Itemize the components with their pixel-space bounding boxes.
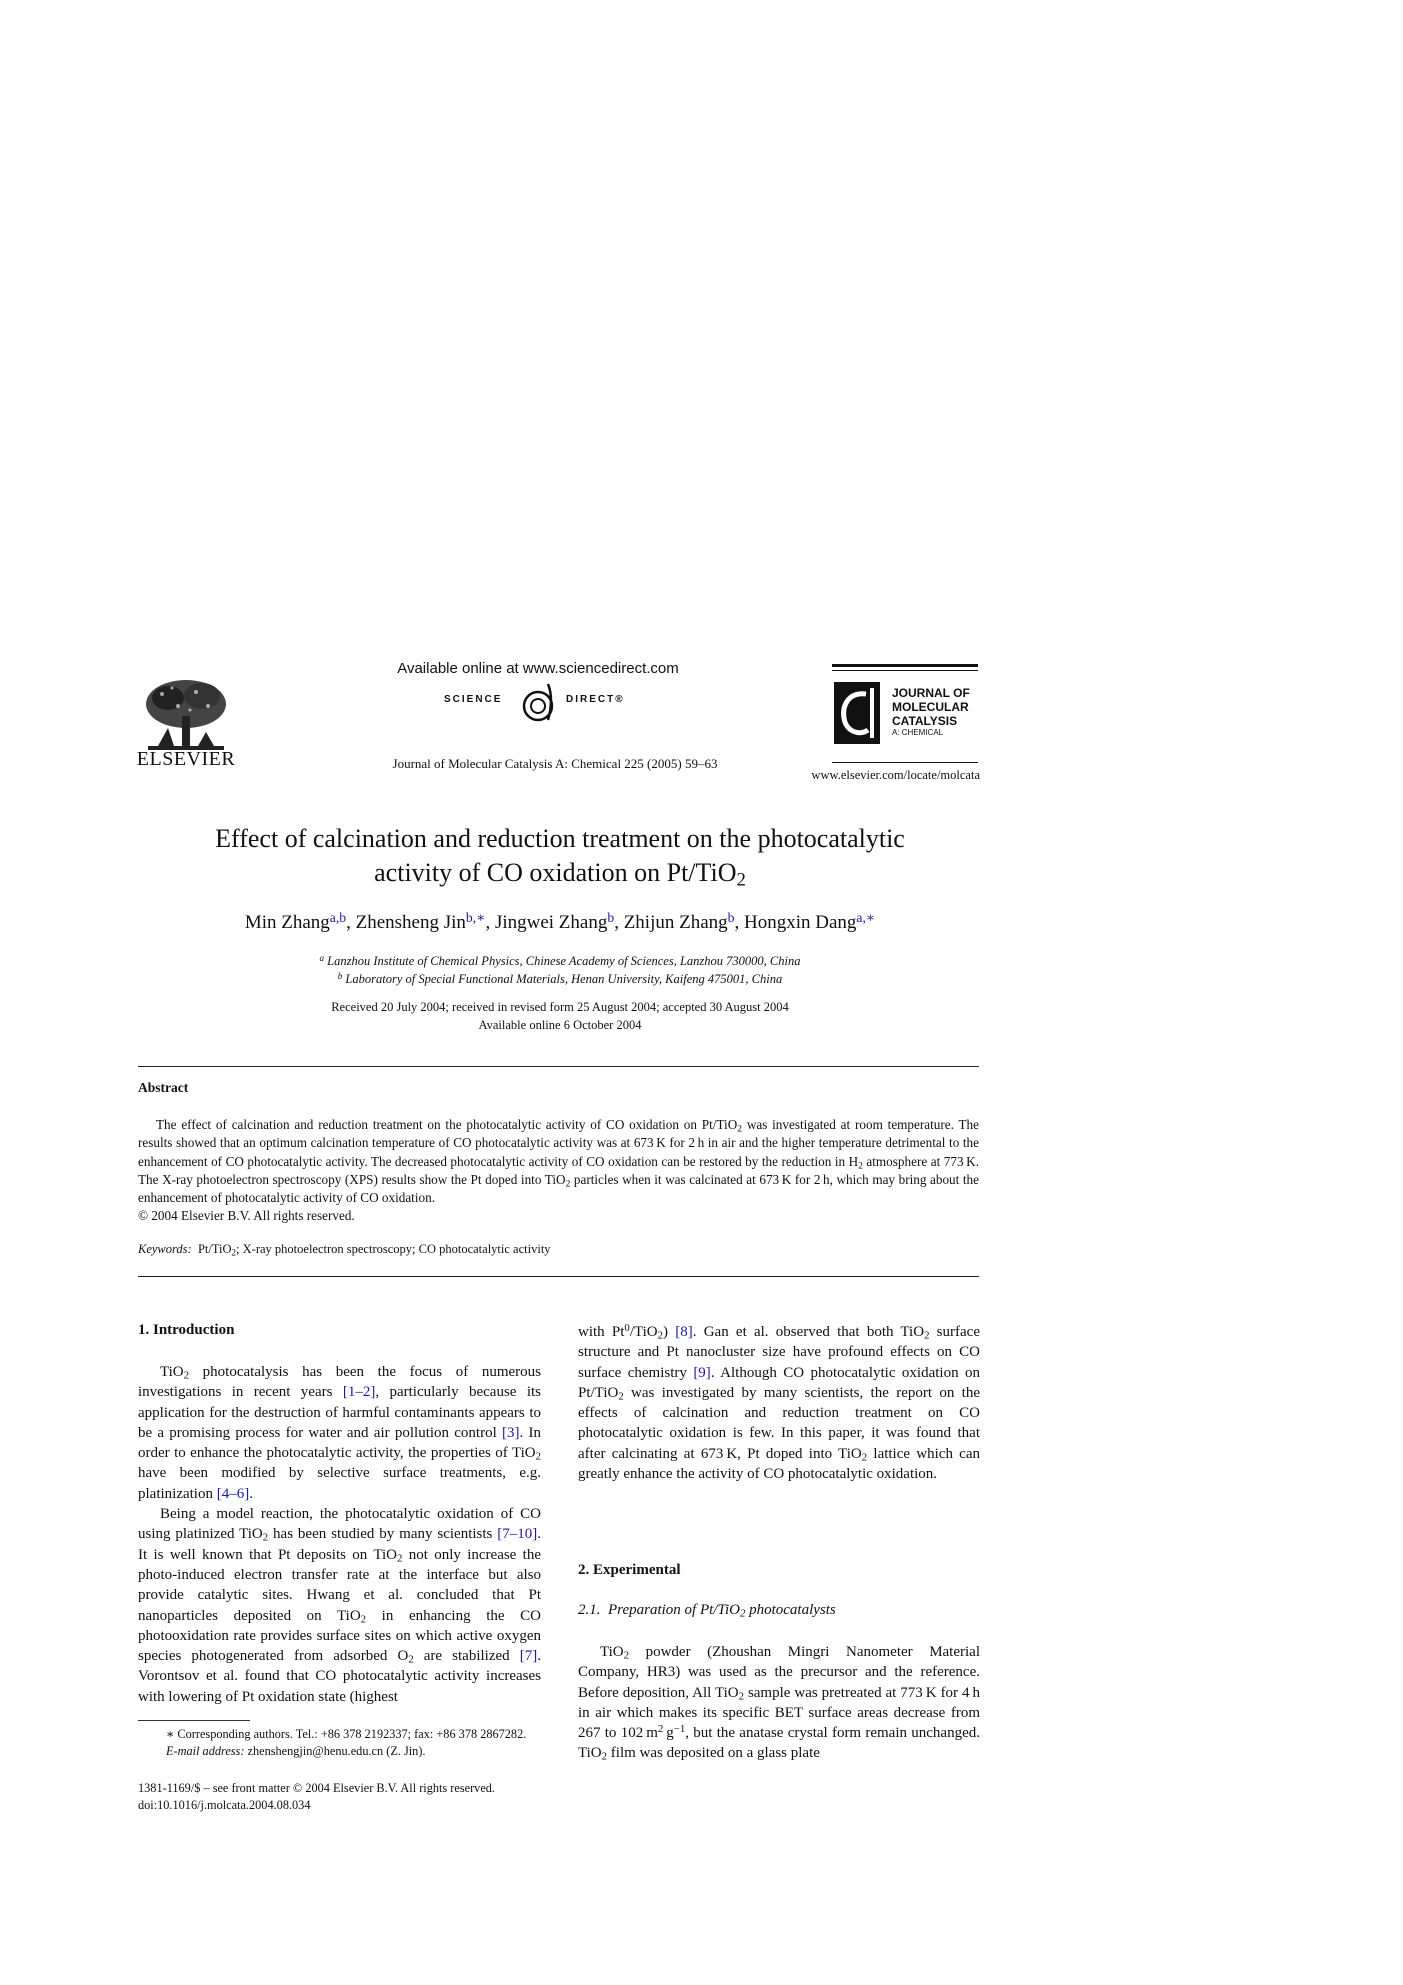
header-rule: [832, 664, 978, 667]
footnote-rule: [138, 1720, 250, 1721]
sd-right-text: DIRECT®: [566, 694, 625, 705]
publisher-name: ELSEVIER: [136, 748, 236, 770]
abstract-top-rule: [138, 1066, 979, 1067]
experimental-body: [578, 1642, 980, 1764]
title-line-1: Effect of calcination and reduction treatment on the photocatalytic: [215, 824, 905, 853]
paragraph: Being a model reaction, the photocatalytic oxidation of CO using platinized TiO$_2$ has been studied by many scientists [7–10]. It is well known that Pt deposits on TiO$_2$ not only increase the photo-induced electron transfer rate at the interface but also provide catalytic sites. Hwang et al. concluded that Pt nanoparticles deposited on TiO$_2$ in enhancing the CO photooxidation rate provides surface sites on which active oxygen species photogenerated from adsorbed $O_2$ are stabilized [7]. Vorontsov et al. found that CO photocatalytic activity increases with lowering of Pt oxidation state (highest: [138, 1506, 541, 1705]
paragraph: TiO$_2$ powder (Zhoushan Mingri Nanometer Material Company, HR3) was used as the precursor and the reference. Before deposition, All TiO$_2$ sample was pretreated at 773 K for 4 h in air which makes its specific BET surface areas decrease from 267 to 102 $m^2$ $g^{-1}$, but the anatase crystal form remain unchanged. TiO$_2$ film was deposited on a glass plate: [578, 1644, 980, 1764]
article-title: [150, 822, 970, 890]
sciencedirect-d-icon: [518, 680, 562, 724]
paragraph: with $Pt^0/TiO_2$) [8]. Gan et al. observed that both TiO$_2$ surface structure and Pt nanocluster size have profound effects on CO surface chemistry [9]. Although CO photocatalytic oxidation on Pt/TiO$_2$ was investigated by many scientists, the report on the effects of calcination and reduction treatment on CO photocatalytic oxidation is few. In this paper, it was found that after calcinating at 673 K, Pt doped into TiO$_2$ lattice which can greatly enhance the activity of CO photocatalytic oxidation.: [578, 1322, 980, 1483]
footnote: [138, 1726, 541, 1760]
email-note: E-mail address: zhenshengjin@henu.edu.cn (Z. Jin).: [166, 1744, 426, 1758]
author: Hongxin Dang$^{a,∗}$: [744, 909, 876, 933]
title-line-2: activity of CO oxidation on Pt/TiO$_2$: [374, 858, 746, 891]
author: Zhensheng Jin$^{b,∗}$: [355, 909, 486, 933]
copyright-line: © 2004 Elsevier B.V. All rights reserved.: [138, 1208, 355, 1223]
abstract-heading: Abstract: [138, 1080, 189, 1095]
header-rule: [832, 670, 978, 671]
affiliation: $^a$ Lanzhou Institute of Chemical Physics, Chinese Academy of Sciences, Lanzhou 730000, China: [319, 952, 801, 968]
author: Jingwei Zhang$^b$: [494, 909, 615, 933]
journal-url: www.elsevier.com/locate/molcata: [811, 768, 980, 782]
issn-doi: 1381-1169/$ – see front matter © 2004 Elsevier B.V. All rights reserved. doi:10.1016/j.molcata.2004.08.034: [138, 1781, 496, 1812]
author: Min Zhang$^{a,b}$: [244, 909, 347, 933]
introduction-continued: [578, 1322, 980, 1484]
subsection-heading: 2.1. Preparation of Pt/TiO$_2$ photocatalysts: [578, 1602, 836, 1620]
keywords-list: Pt/TiO$_2$; X-ray photoelectron spectroscopy; CO photocatalytic activity: [197, 1242, 551, 1258]
author: Zhijun Zhang$^b$: [623, 909, 735, 933]
journal-title: JOURNAL OF MOLECULAR CATALYSIS: [892, 686, 970, 728]
journal-subtitle: A: CHEMICAL: [892, 728, 944, 737]
header-rule: [832, 762, 978, 763]
keywords: Keywords: Pt/TiO$_2$; X-ray photoelectron spectroscopy; CO photocatalytic activity: [138, 1242, 551, 1258]
journal-logo-icon: [834, 682, 880, 744]
section-heading-introduction: 1. Introduction: [138, 1322, 235, 1338]
author-list: Min Zhang$^{a,b}$, Zhensheng Jin$^{b,∗}$, Jingwei Zhang$^b$, Zhijun Zhang$^b$, Hongxin Dang$^{a,∗}$: [244, 909, 876, 933]
sd-left-text: SCIENCE: [444, 694, 503, 705]
available-online-text: Available online at www.sciencedirect.com: [397, 660, 679, 677]
paragraph: TiO$_2$ photocatalysis has been the focus of numerous investigations in recent years [1–2], particularly because its application for the destruction of harmful contaminants appears to be a promising process for water and air pollution control [3]. In order to enhance the photocatalytic activity, the properties of TiO$_2$ have been modified by selective surface treatments, e.g. platinization [4–6].: [138, 1364, 542, 1502]
introduction-body: [138, 1362, 541, 1707]
journal-citation: Journal of Molecular Catalysis A: Chemical 225 (2005) 59–63: [392, 756, 718, 771]
abstract-text: The effect of calcination and reduction treatment on the photocatalytic activity of CO oxidation on Pt/TiO$_2$ was investigated at room temperature. The results showed that an optimum calcination temperature of CO photocatalytic activity was at 673 K for 2 h in air and the higher temperature detrimental to the enhancement of CO photocatalytic activity. The decreased photocatalytic activity of CO oxidation can be restored by the reduction in $H_2$ atmosphere at 773 K. The X-ray photoelectron spectroscopy (XPS) results show the Pt doped into TiO$_2$ particles when it was calcinated at 673 K for 2 h, which may bring about the enhancement of photocatalytic activity of CO oxidation.: [138, 1117, 979, 1206]
affiliations: [200, 952, 920, 988]
corresponding-author-note: ∗ Corresponding authors. Tel.: +86 378 2192337; fax: +86 378 2867282.: [166, 1727, 527, 1741]
sciencedirect-logo: [420, 680, 660, 726]
affiliation: $^b$ Laboratory of Special Functional Materials, Henan University, Kaifeng 475001, China: [337, 970, 783, 986]
article-dates: Received 20 July 2004; received in revised form 25 August 2004; accepted 30 August 2004 Available online 6 October 2004: [331, 1000, 789, 1032]
abstract-bottom-rule: [138, 1276, 979, 1277]
section-heading-experimental: 2. Experimental: [578, 1562, 681, 1578]
